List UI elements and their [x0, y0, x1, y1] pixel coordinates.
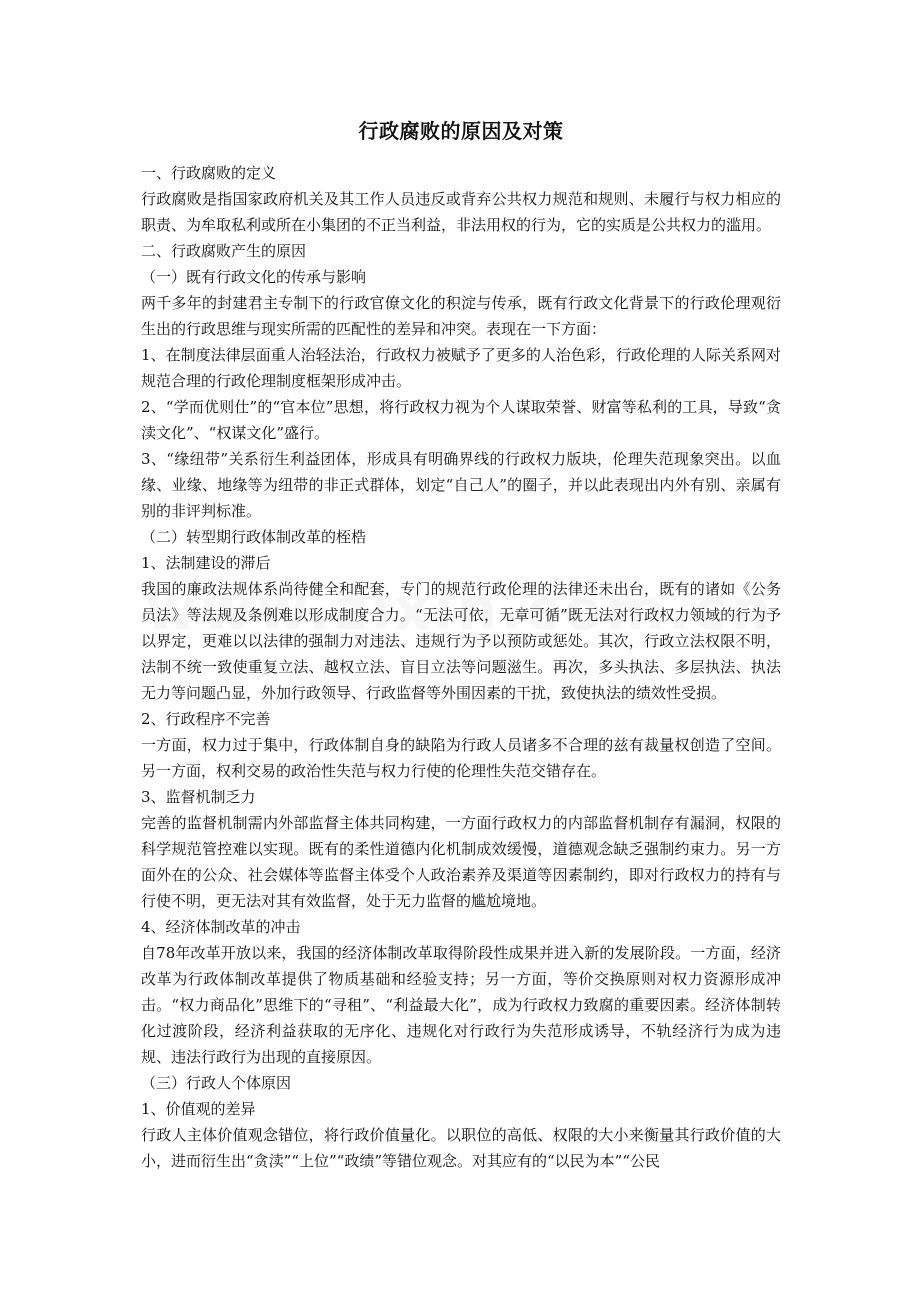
- paragraph: 二、行政腐败产生的原因: [141, 242, 307, 260]
- paragraph: 一、行政腐败的定义: [141, 164, 277, 182]
- paragraph: 3、“缘纽带”关系衍生利益团体，形成具有明确界线的行政权力版块，伦理失范现象突出。以血缘、业缘、地缘等为纽带的非正式群体，划定“自己人”的圈子，并以此表现出内外有别、亲属有别的非评判标准。: [141, 450, 781, 520]
- paragraph: 自78年改革开放以来，我国的经济体制改革取得阶段性成果并进入新的发展阶段。一方面，经济改革为行政体制改革提供了物质基础和经验支持；另一方面，等价交换原则对权力资源形成冲击。“权力商品化”思维下的“寻租”、“利益最大化”，成为行政权力致腐的重要因素。经济体制转化过渡阶段，经济利益获取的无序化、违规化对行政行为失范形成诱导，不轨经济行为成为违规、违法行政行为出现的直接原因。: [141, 944, 781, 1066]
- paragraph: 2、行政程序不完善: [141, 710, 271, 728]
- paragraph: 1、价值观的差异: [141, 1100, 256, 1118]
- paragraph: 1、在制度法律层面重人治轻法治，行政权力被赋予了更多的人治色彩，行政伦理的人际关系网对规范合理的行政伦理制度框架形成冲击。: [141, 346, 781, 390]
- paragraph: 4、经济体制改革的冲击: [141, 918, 301, 936]
- paragraph: （一）既有行政文化的传承与影响: [141, 268, 367, 286]
- paragraph: 我国的廉政法规体系尚待健全和配套，专门的规范行政伦理的法律还未出台，既有的诸如《公务员法》等法规及条例难以形成制度合力。“无法可依，无章可循”既无法对行政权力领域的行为予以界定，更难以以法律的强制力对违法、违规行为予以预防或惩处。其次，行政立法权限不明，法制不统一致使重复立法、越权立法、盲目立法等问题滋生。再次，多头执法、多层执法、执法无力等问题凸显，外加行政领导、行政监督等外围因素的干扰，致使执法的绩效性受损。: [141, 580, 781, 702]
- paragraph: （二）转型期行政体制改革的桎梏: [141, 528, 367, 546]
- paragraph: 两千多年的封建君主专制下的行政官僚文化的积淀与传承，既有行政文化背景下的行政伦理观衍生出的行政思维与现实所需的匹配性的差异和冲突。表现在一下方面：: [141, 294, 781, 338]
- document-title: 行政腐败的原因及对策: [358, 119, 564, 143]
- paragraph: 行政腐败是指国家政府机关及其工作人员违反或背弃公共权力规范和规则、未履行与权力相应的职责、为牟取私利或所在小集团的不正当利益，非法用权的行为，它的实质是公共权力的滥用。: [141, 190, 781, 234]
- paragraph: 1、法制建设的滞后: [141, 554, 271, 572]
- paragraph: 3、监督机制乏力: [141, 788, 256, 806]
- paragraph-list: [141, 160, 781, 1174]
- paragraph: （三）行政人个体原因: [141, 1074, 292, 1092]
- paragraph: 2、“学而优则仕”的“官本位”思想，将行政权力视为个人谋取荣誉、财富等私利的工具，导致“贪渎文化”、“权谋文化”盛行。: [141, 398, 781, 442]
- paragraph: 行政人主体价值观念错位，将行政价值量化。以职位的高低、权限的大小来衡量其行政价值的大小，进而衍生出“贪渎”“上位”“政绩”等错位观念。对其应有的“以民为本”“公民: [141, 1126, 781, 1170]
- paragraph: 完善的监督机制需内外部监督主体共同构建，一方面行政权力的内部监督机制存有漏洞，权限的科学规范管控难以实现。既有的柔性道德内化机制成效缓慢，道德观念缺乏强制约束力。另一方面外在的公众、社会媒体等监督主体受个人政治素养及渠道等因素制约，即对行政权力的持有与行使不明，更无法对其有效监督，处于无力监督的尴尬境地。: [141, 814, 781, 910]
- document-body: [141, 118, 781, 1174]
- paragraph: 一方面，权力过于集中，行政体制自身的缺陷为行政人员诸多不合理的兹有裁量权创造了空间。另一方面，权利交易的政治性失范与权力行使的伦理性失范交错存在。: [141, 736, 781, 780]
